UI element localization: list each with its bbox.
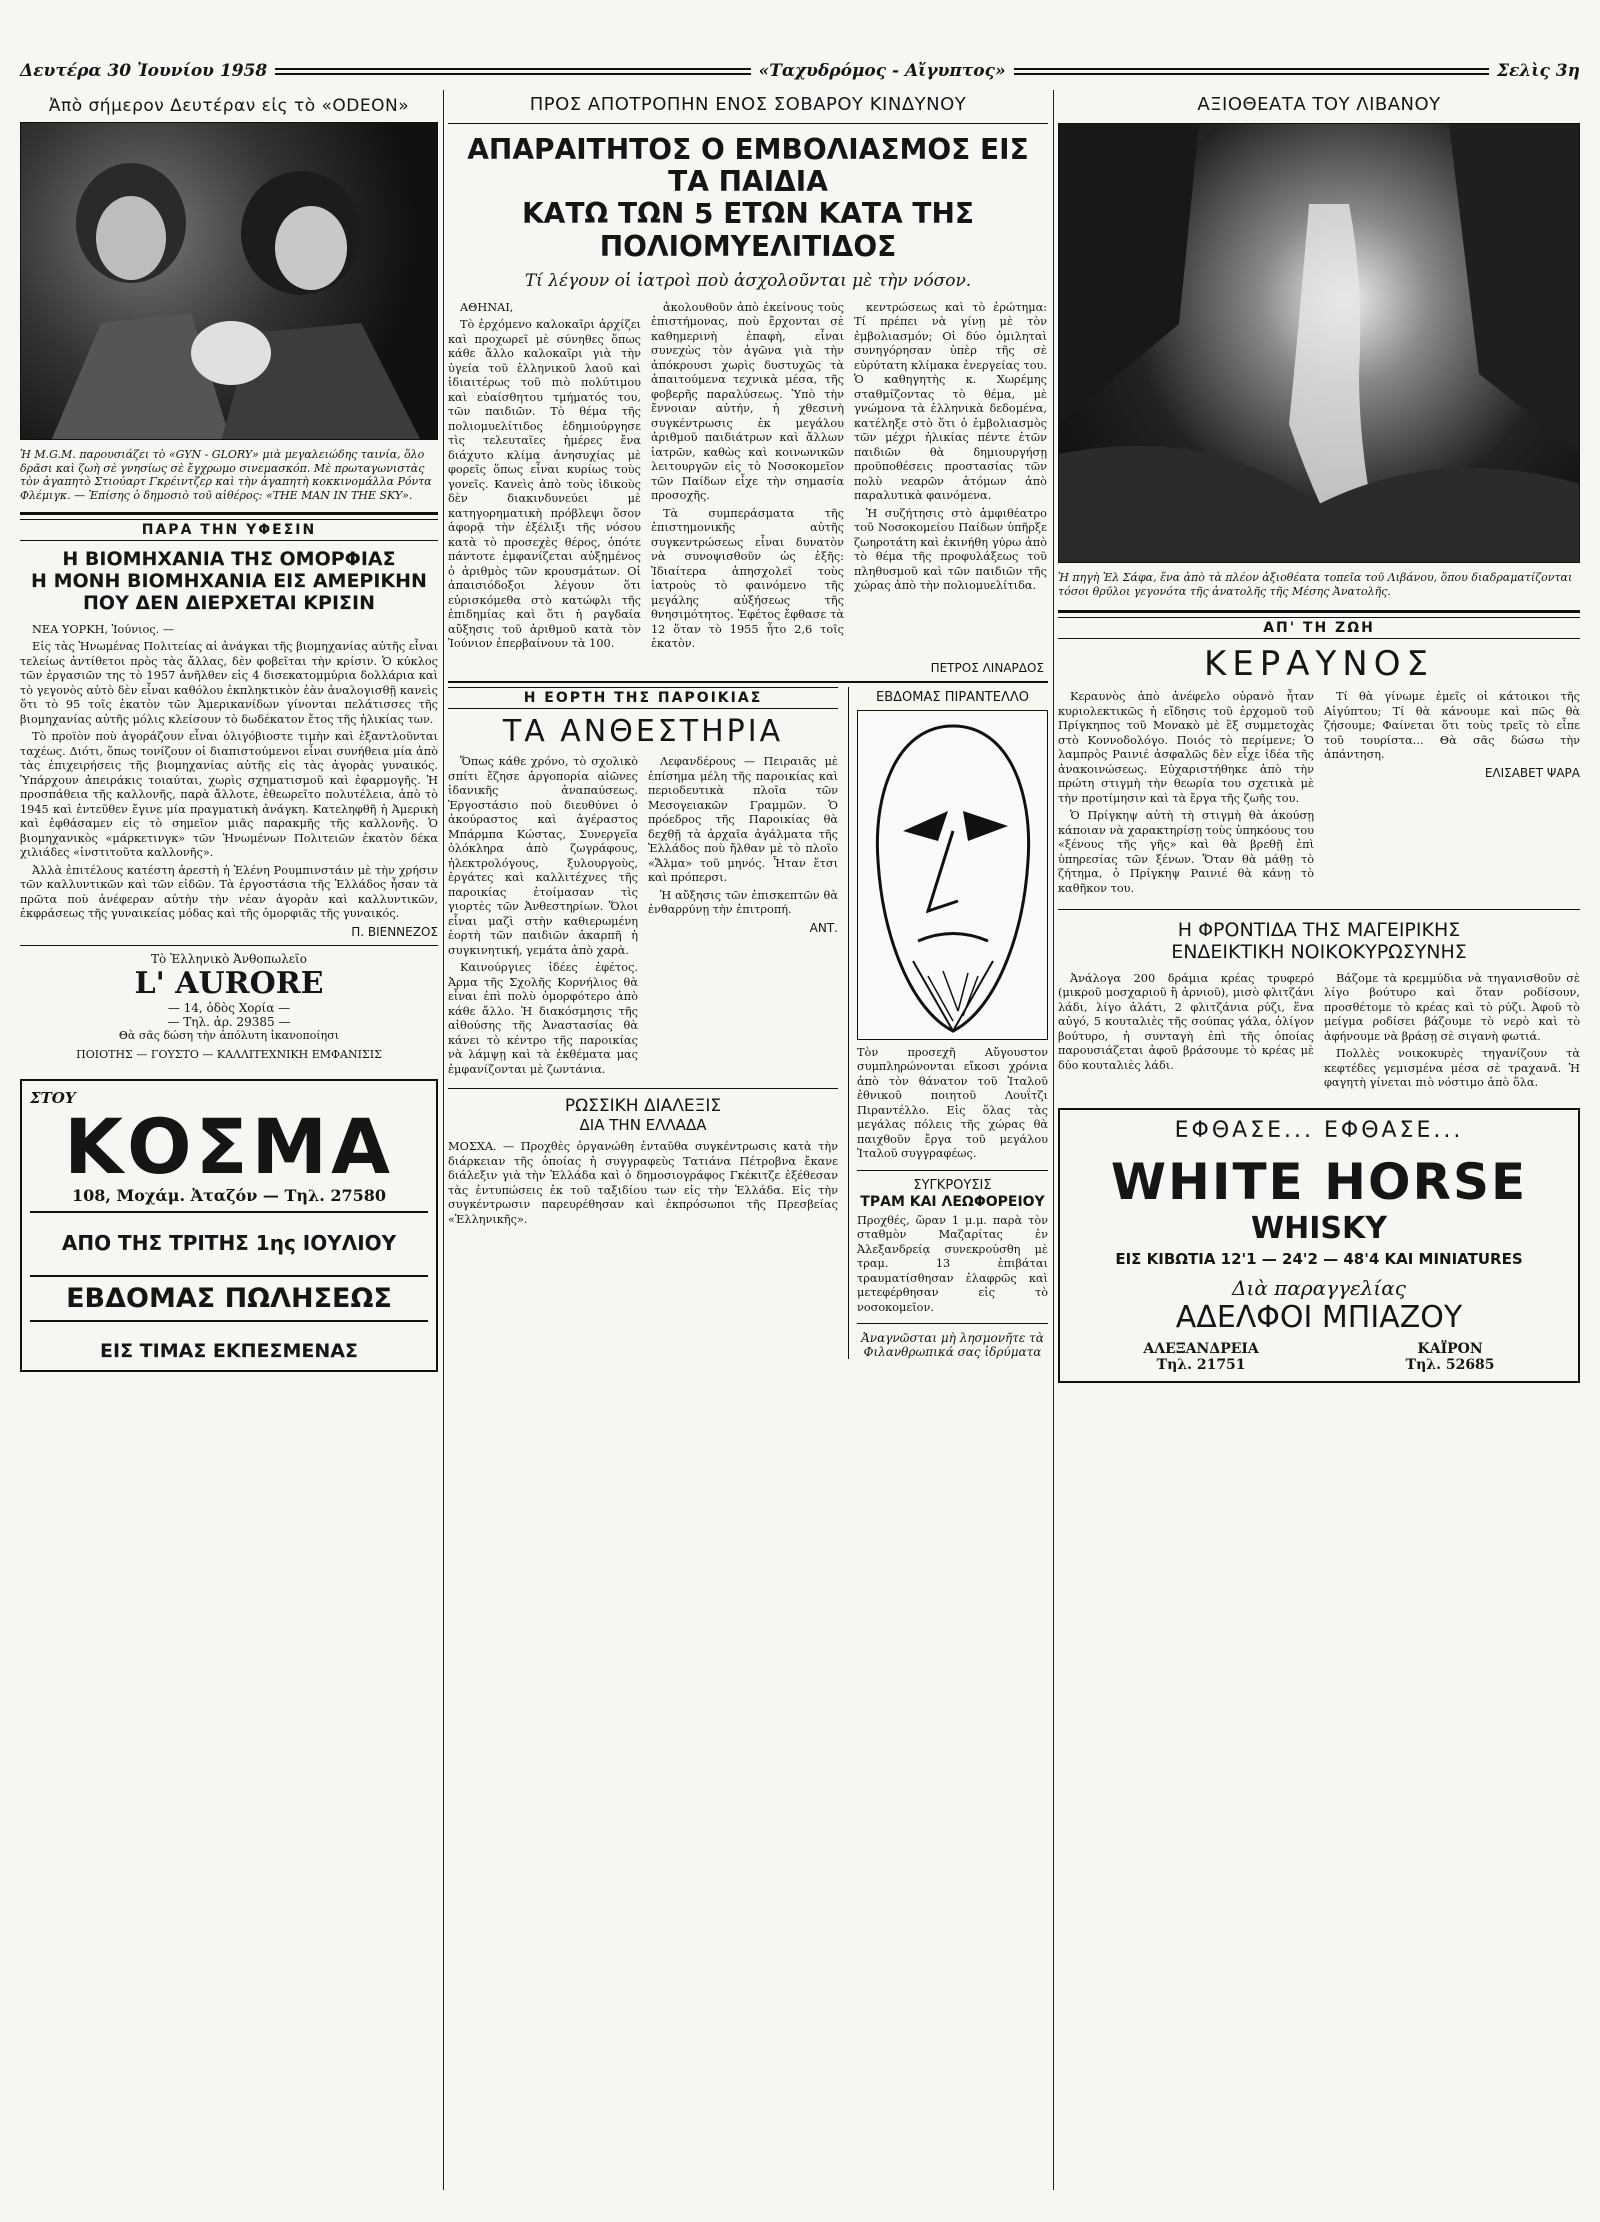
aurore-footer: ΠΟΙΟΤΗΣ — ΓΟΥΣΤΟ — ΚΑΛΛΙΤΕΧΝΙΚΗ ΕΜΦΑΝΙΣΙΣ [76,1047,382,1061]
masthead-rule-right [1014,68,1489,75]
beauty-article [20,623,438,922]
left-column [20,90,438,2190]
beauty-paragraph-2: Τὸ προϊὸν ποὺ ἀγοράζουν εἶναι ὀλιγόβιοστε τιμὴν καὶ ἐξαντλοῦνται ταχέως. Διότι, ὅπως τονίζουν οἱ διαπιστούμενοι εἶναι συνήθεια μία ἀπὸ τὰς ἐπιχειρήσεις τῆς βιομηχανίας αὐτῆς εἰς τὰς ἀγορὰς γυναικός. Ὑπάρχουν ἀπειράκις τοιαύται, χωρὶς σχηματισμοῦ καὶ ἐφαρμογῆς. Ἡ προσπάθεια τῆς καλλονῆς, παρὰ ἄλλοτε, ἐθεωρεῖτο πολυτέλεια, ἀπὸ τὸ 1945 καὶ ἐντεῦθεν ἔγινε μία πραγματικὴ ἀνάγκη. Κατεληφθῆ ἡ Ἀμερικὴ καὶ ἐφθάσαμεν εἰς τὸ σημεῖον μιᾶς παρακμῆς τῆς καλλονῆς. Ὁ βιομηχανικὸς «μάρκετινγκ» τῶν Ἡνωμένων Πολιτειῶν ἑκατὸν δέκα χιλιάδες «ἰνστιτοῦτα καλλονῆς». [20,730,438,860]
keravnos-signature: ΕΛΙΣΑΒΕΤ ΨΑΡΑ [1484,765,1580,780]
vaccine-subheading: Τί λέγουν οἱ ἰατροὶ ποὺ ἀσχολοῦνται μὲ τὴν νόσον. [524,270,972,291]
vaccine-headline-2: ΚΑΤΩ ΤΩΝ 5 ΕΤΩΝ ΚΑΤΑ ΤΗΣ ΠΟΛΙΟΜΥΕΛΙΤΙΔΟΣ [521,197,975,263]
pirandello-portrait [857,710,1048,1040]
keravnos-text-2: Ὁ Πρίγκηψ αὐτὴ τὴ στιγμὴ θὰ ἀκούσῃ κάποιαν νὰ χαρακτηρίσῃ τοὺς ὑπηκόους του «ξένους τῆς γῆς» καὶ θὰ βρεθῇ ἐπὶ ὑπηρεσίας τῶν ξένων. Ὅταν θὰ μάθῃ τὸ ζήτημα, ὁ Πρίγκηψ Ραινιέ θὰ κάνῃ τὸ καθῆκον του. [1058,809,1314,895]
kosma-line-1: ΑΠΟ ΤΗΣ ΤΡΙΤΗΣ 1ης ΙΟΥΛΙΟΥ [61,1231,397,1256]
odeon-caption: Ἡ M.G.M. παρουσιάζει τὸ «GYN - GLORY» μιὰ μεγαλειώδης ταινία, ὅλο δρᾶσι καὶ ζωὴ σὲ γνησίως σὲ ἔγχρωμο σινεμασκόπ. Μὲ πρωταγωνιστὰς τὸν ἀγαπητὸ Στιούαρτ Γκρέιντζερ καὶ τὴν ἀγαπητὴ κοκκινομάλλα Ρόντα Φλέμιγκ. — Ἐπίσης ὁ δημοσιὸ τοῦ αἰθέρος: «THE MAN IN THE SKY». [20,448,432,502]
anthestiria-text-3: Λεφανδέρους — Πειραιᾶς μὲ ἐπίσημα μέλη τῆς παροικίας καὶ περιοδευτικὰ πλοῖα τῶν Μεσογειακῶν Γραμμῶν. Ὁ πρόεδρος τῆς Παροικίας θὰ δεχθῇ τὰ ἀρχαῖα ἀγάλματα τῆς Ἑλλάδος ποὺ ἤλθαν μὲ τὸ πλοῖο «Ἄλμα» τοῦ μηνός. Ἦταν ἔτσι καὶ πρόπερσι. [648,755,838,885]
vaccine-signature: ΠΕΤΡΟΣ ΛΙΝΑΡΔΟΣ [930,660,1044,675]
pirandello-block [848,687,1048,1359]
anthestiria-text-1: Ὅπως κάθε χρόνο, τὸ σχολικὸ σπίτι ἔζησε ἀργοπορία αἰῶνες ἰδανικῆς ἀναπαύσεως. Ἐργοστάσιο ποὺ διευθύνει ὁ ἀκούραστος καὶ ἀγέραστος Μπάρμπα Κώστας, Συνεργεῖα ὁλόκληρα ἀπὸ ζωγράφους, ἠλεκτρολόγους, ξυλουργοὺς, ἐργάτες καὶ καλλιτέχνες τῆς παροικίας ἑτοίμασαν τὶς γιορτὲς τῶν Ἀνθεστηρίων. Ὅλοι εἶναι μαζὶ στὴν καθιερωμένη ἑορτὴ τῶν παιδιῶν ἀκαρπῆ ἡ συγκινητική, γεμάτα ἀπὸ χαρὰ. [448,755,638,957]
film-still-figures [21,123,438,440]
rossiki-headline-2: ΔΙΑ ΤΗΝ ΕΛΛΑΔΑ [579,1115,707,1134]
pirandello-headline: ΕΒΔΟΜΑΣ ΠΙΡΑΝΤΕΛΛΟ [876,689,1029,705]
ad-sizes: ΕΙΣ ΚΙΒΩΤΙΑ 12'1 — 24'2 — 48'4 ΚΑΙ MINIATURES [1115,1249,1523,1268]
anthestiria-signature: ΑΝΤ. [809,920,838,935]
keravnos-text-3: Τί θὰ γίνωμε ἐμεῖς οἱ κάτοικοι τῆς Αἰγύπτου; Τί θὰ κάνουμε καὶ πῶς θὰ ζήσουμε; Φαίνεται ὅτι τοὺς τρεῖς τὸ εἶπε τοῦ τουρίστα... Θὰ σᾶς δώσω τὴν ἀπάντηση. [1324,690,1580,762]
cooking-text-3: Πολλὲς νοικοκυρὲς τηγανίζουν τὰ κεφτέδες γεμισμένα μέσα σὲ τραχανᾶ. Ἡ φαγητὴ γίνεται πιὸ νόστιμο ἀπὸ ὅλα. [1324,1047,1580,1090]
masthead-date: Δευτέρα 30 Ἰουνίου 1958 [20,61,268,81]
anthestiria-col-2 [648,755,838,1080]
vaccine-col-2 [651,301,844,655]
pirandello-mask-drawing [858,711,1048,1041]
rossiki-article: ΜΟΣΧΑ. — Προχθὲς ὀργανώθη ἐνταῦθα συγκέντρωσις κατὰ τὴν διάρκειαν τῆς ὁποίας ἡ συγγραφεὺς Τατιάνα Πέτροβνα ἔκανε διάλεξιν γιὰ τὴν Ἑλλάδα καὶ ὁ δημοσιογράφος Γκέκιτζε ἐξέθεσαν τὰς ἐντυπώσεις ἐκ τοῦ ταξιδίου των εἰς τὴν Ἑλλάδα. Εἰς τὴν συγκέντρωσιν παρευρέθησαν καὶ ἐκπρόσωποι τῆς Πρεσβείας «Ἑλληνικῆς». [448,1140,838,1226]
vaccine-col-1 [448,301,641,655]
masthead-page-number: Σελὶς 3η [1497,61,1580,81]
lebanon-caption: Ἡ πηγὴ Ἐλ Σάφα, ἕνα ἀπὸ τὰ πλέον ἀξιοθέατα τοπεῖα τοῦ Λιβάνου, ὅπου διαδραματίζονται τόσοι θρῦλοι γεγονότα τῆς ἀνατολῆς τῆς Μέσης Ἀνατολῆς. [1058,571,1573,598]
anthestiria-text-2: Καινούργιες ἰδέες ἐφέτος. Ἀρμα τῆς Σχολῆς Κορνήλιος θὰ εἶναι ἐπὶ πολὺ ὀμορφότερο ἀπὸ κάθε ἄλλο. Ἡ διακόσμησις τῆς αἰθούσης τῆς Ἀναστασίας θὰ κάνει τὸ κέντρο τῆς παροικίας νὰ λάμψῃ καὶ τὰ ἐκθέματα μας ἐμφανίζονται μὲ ζωντάνια. [448,961,638,1076]
aurore-telephone: — Τηλ. ἀρ. 29385 — [167,1014,291,1029]
aurore-tagline: Θὰ σᾶς δώση τὴν ἀπόλυτη ἱκανοποίησι [118,1028,340,1042]
vaccine-headline-1: ΑΠΑΡΑΙΤΗΤΟΣ Ο ΕΜΒΟΛΙΑΣΜΟΣ ΕΙΣ ΤΑ ΠΑΙΔΙΑ [467,133,1029,199]
anthestiria-col-1 [448,755,638,1080]
film-still-photo [20,122,438,440]
ad-efthase: ΕΦΘΑΣΕ... ΕΦΘΑΣΕ... [1174,1117,1464,1143]
lebanon-waterfall-photo [1058,123,1580,563]
lebanon-headline: ΑΞΙΟΘΕΑΤΑ ΤΟΥ ΛΙΒΑΝΟΥ [1197,94,1441,115]
middle-lower-area [448,687,1048,1359]
vaccine-kicker: ΠΡΟΣ ΑΠΟΤΡΟΠΗΝ ΕΝΟΣ ΣΟΒΑΡΟΥ ΚΙΝΔΥΝΟΥ [529,94,967,115]
waterfall-scene [1059,124,1580,563]
section-strip-paroikia: Η ΕΟΡΤΗ ΤΗΣ ΠΑΡΟΙΚΙΑΣ [448,687,838,709]
keravnos-col-1 [1058,690,1314,899]
vaccine-article-columns [448,301,1048,655]
ad-contacts [1070,1341,1568,1373]
vaccine-text-3: κεντρώσεως καὶ τὸ ἐρώτημα: Τί πρέπει νὰ γίνῃ μὲ τὸν ἐμβολιασμόν; Οἱ δύο ὁμιληταὶ συνηγόρησαν ὑπὲρ τῆς σὲ εὐρύτατη κλίμακα ἐνεργείας του. Ὁ καθηγητὴς κ. Χωρέμης σταθμίζοντας τὸ θέμα, μὲ γνώμονα τὰ ἑλληνικὰ δεδομένα, κατέληξε στὸ ὅτι ὁ ἐμβολιασμὸς τῶν μέχρι ἡλικίας πέντε ἐτῶν παιδιῶν θὰ δημιουργήσῃ προϋποθέσεις προστασίας τῶν πολὺ νεαρῶν ἀτόμων ἀπὸ παραλυτικὰ φαινόμενα. [854,300,1047,503]
beauty-headline-3: ΠΟΥ ΔΕΝ ΔΙΕΡΧΕΤΑΙ ΚΡΙΣΙΝ [83,591,375,614]
vaccine-text-5: Ἡ συζήτησις στὸ ἀμφιθέατρο τοῦ Νοσοκομείου Παίδων ὑπῆρξε ζωηροτάτη καὶ ἐκινήθη γύρω ἀπὸ τὸ θέμα τῆς προφυλάξεως τοῦ πληθυσμοῦ καὶ τῶν παιδιῶν τῆς χώρας ἀπὸ τὴν πολιομυελίτιδα. [854,506,1047,593]
cooking-headline-2: ΕΝΔΕΙΚΤΙΚΗ ΝΟΙΚΟΚΥΡΩΣΥΝΗΣ [1171,940,1467,963]
ad-firm: ΑΔΕΛΦΟΙ ΜΠΙΑΖΟΥ [1175,1299,1463,1335]
masthead-rule-left [275,68,750,75]
ad-brand: WHITE HORSE [1110,1152,1528,1211]
keravnos-headline: ΚΕΡΑΥΝΟΣ [1204,644,1434,684]
section-strip-zoi: ΑΠ' ΤΗ ΖΩΗ [1058,617,1580,639]
ad-brand-whisky: WHISKY [1251,1210,1387,1246]
middle-column [448,90,1048,2190]
cooking-col-2 [1324,972,1580,1094]
beauty-paragraph-3: Ἀλλὰ ἐπιτέλους κατέστη ἀρεστὴ ἡ Ἑλένη Ρουμπινστάιν μὲ τὴν χρήσιν τῶν καλλυντικῶν καὶ τῶν εἰδῶν. Τὰ ἐργοστάσια τῆς Ἑλλάδος ἦσαν τὰ πρῶτα ποὺ ἀνέφεραν αὐτὴν τὴν νέαν ἀγορὰν καὶ καλλυντικῶν, ἐκφράσεως τῆς γυναικείας μόδας καὶ τῆς ὀμορφιᾶς τῆς γυναικός. [20,863,438,921]
cooking-headline-1: Η ΦΡΟΝΤΙΔΑ ΤΗΣ ΜΑΓΕΙΡΙΚΗΣ [1177,919,1461,942]
kosma-line-3: ΕΙΣ ΤΙΜΑΣ ΕΚΠΕΣΜΕΝΑΣ [100,1340,358,1363]
vaccine-text-4: Τὰ συμπεράσματα τῆς ἐπιστημονικῆς αὐτῆς συγκεντρώσεως εἶναι δυνατὸν νὰ συνοψισθοῦν ὡς ἑξῆς: Ἰδιαίτερα ἀπησχολεῖ τοὺς ἰατροὺς τὸ φαινόμενο τῆς μεγάλης αὐξήσεως τῆς θνησιμότητος. Ἐφέτος ἔφθασε τὰ 12 ὅταν τὸ 1955 ἦτο 2,6 τοῖς ἑκατὸν. [651,506,844,651]
charity-note: Ἀναγνῶσται μὴ λησμονῆτε τὰ Φιλανθρωπικά σας ἱδρύματα [861,1331,1044,1359]
white-horse-ad [1058,1108,1580,1383]
beauty-paragraph-1: Εἰς τὰς Ἡνωμένας Πολιτείας αἱ ἀνάγκαι τῆς βιομηχανίας αὐτῆς εἶναι τελείως ἀντίθετοι πρὸς τὰς ἄλλας, δὲν φοβεῖται τὴν κρίσιν. Ὁ κύκλος τῶν ἐργασιῶν της τὸ 1957 ἀνῆλθεν εἰς 4 δισεκατομμύρια δολλάρια καὶ τὸ γεγονὸς αὐτὸ δὲν εἶναι καθόλου ἐκπληκτικὸν ἐὰν ἀναλογισθῇ κανεὶς ὅτι τὸ 95 τοῖς ἑκατὸν τῶν Ἀμερικανίδων γίνονται πελάτισσες τῆς βιομηχανίας αὐτῆς μόλις κλείσουν τὸ δωδέκατον ἔτος τῆς ἡλικίας των. [20,640,438,726]
kosma-ad [20,1079,438,1373]
anthestiria-headline: ΤΑ ΑΝΘΕΣΤΗΡΙΑ [502,713,784,749]
vaccine-text-1: Τὸ ἐρχόμενο καλοκαῖρι ἀρχίζει καὶ προχωρεῖ μὲ σύνηθες ὅπως κάθε ἄλλο καλοκαῖρι γιὰ τὴν ὑγεία τοῦ ἑλληνικοῦ λαοῦ καὶ ἰδιαιτέρως τοῦ πιὸ πολύτιμου καὶ εὐαίσθητου τμήματός του, τῶν παιδιῶν. Τὸ θέμα τῆς πολιομυελίτιδος ἐδημιούργησε τὶς τελευταῖες ἡμέρες ἔνα διάχυτο κλίμα ἀνησυχίας μὲ φορεῖς ὅπως εἶναι κυρίως τοὺς γονεῖς. Κανεὶς ἀπὸ τοὺς ἰδικοὺς δὲν διακινδυνεύει μὲ κατηγορηματικὴ πρόβλεψι ὅσον ἀφορᾷ τὴν ἐξέλιξι τῆς νόσου κατὰ τὸ προσεχὲς θέρος, ὁπότε πάντοτε ἐμφανίζεται αὐξημένος ὁ ἀριθμὸς τῶν κρουσμάτων. Οἱ ἁπαισιόδοξοι λέγουν ὅτι εὐρισκόμεθα στὸ κατώφλι τῆς ἐπιδημίας καὶ ὅτι ἡ ραγδαία αὔξησις τοῦ ἀριθμοῦ κατὰ τὸν Ἰούνιον ἐπερβαίνουν τὰ 100. [448,318,641,651]
beauty-signature: Π. ΒΙΕΝΝΕΖΟΣ [351,924,438,939]
pirandello-article: Τὸν προσεχῆ Αὔγουστον συμπληρώνονται εἴκοσι χρόνια ἀπὸ τὸν θάνατον τοῦ Ἰταλοῦ ἐθνικοῦ ποιητοῦ Λουΐτζι Πιραντέλλο. Εἰς ὅλας τὰς μεγάλας πόλεις τῆς χώρας θὰ παιχθοῦν ἔργα τοῦ μεγάλου Ἰταλοῦ συγγραφέως. [857,1045,1048,1161]
column-divider-1 [443,90,444,2190]
kosma-address: 108, Μοχάμ. Ἀταζόν — Τηλ. 27580 [30,1186,428,1213]
ad-tel-alexandria: Τηλ. 21751 [1156,1356,1246,1373]
masthead [20,62,1580,80]
beauty-headline-1: Η ΒΙΟΜΗΧΑΝΙΑ ΤΗΣ ΟΜΟΡΦΙΑΣ [62,548,396,570]
kosma-pre: ΣΤΟΥ [30,1088,76,1107]
vaccine-text-2: ἀκολουθοῦν ἀπὸ ἐκείνους τοὺς ἐπιστήμονας, ποὺ ἔρχονται σὲ καθημερινὴ ἐπαφὴ, εἶναι συνεχὼς τὸν ἀγῶνα γιὰ τὴν ἀπόκρουσι χωρὶς δυστυχῶς τὰ ἀπαιτούμενα τεχνικὰ μέσα, τῆς φοβερῆς παραλύσεως. Ὑπὸ τὴν ἔννοιαν αὐτήν, ἡ χθεσινὴ συγκέντρωσις ἐκ μεγάλου ἀριθμοῦ παιδιάτρων καὶ ἄλλων ἰατρῶν, καθὼς καὶ κοινωνικῶν λειτουργῶν εἰς τὸ Νοσοκομεῖον τῶν Παίδων εἶχε τὴν σημασία προσοχῆς. [651,300,844,503]
tram-article: Προχθές, ὥραν 1 μ.μ. παρὰ τὸν σταθμὸν Μαζαρίτας ἐν Ἀλεξανδρείᾳ συνεκρούσθη μὲ τραμ. 13 ἐπιβάται τραυματίσθησαν ἐλαφρῶς καὶ μετεφέρθησαν εἰς τὸ νοσοκομεῖον. [857,1213,1048,1314]
ad-city-alexandria: ΑΛΕΞΑΝΔΡΕΙΑ [1143,1340,1259,1357]
anthestiria-block [448,687,838,1359]
aurore-name: L' AURORE [134,965,324,1001]
anthestiria-tail: Ἡ αὔξησις τῶν ἐπισκεπτῶν θὰ ἐνθαρρύνῃ τὴν ἐπιτροπή. [648,888,838,917]
aurore-kicker: Τὸ Ἑλληνικὸ Ἀνθοπωλεῖο [151,951,307,966]
ad-tel-cairo: Τηλ. 52685 [1405,1356,1495,1373]
ad-order: Διὰ παραγγελίας [1232,1275,1406,1300]
right-column [1058,90,1580,2190]
odeon-headline: Ἀπὸ σήμερον Δευτέραν εἰς τὸ «ODEON» [48,96,410,116]
aurore-ad [20,952,438,1061]
rossiki-headline-1: ΡΩΣΣΙΚΗ ΔΙΑΛΕΞΙΣ [564,1096,722,1117]
kosma-line-2: ΕΒΔΟΜΑΣ ΠΩΛΗΣΕΩΣ [30,1275,428,1322]
beauty-headline-2: Η ΜΟΝΗ ΒΙΟΜΗΧΑΝΙΑ ΕΙΣ ΑΜΕΡΙΚΗΝ [31,569,427,592]
keravnos-text-1: Κεραυνὸς ἀπὸ ἀνέφελο οὐρανὸ ἦταν κυριολεκτικῶς ἡ εἴδησις τοῦ ἐρχομοῦ τοῦ Πρίγκηπος τοῦ Μονακὸ μὲ ἓξ συμμετοχὰς στὸ Κοννοδολόγο. Ποιός τὸ περίμενε; Ὁ λαμπρὸς Ραινιέ ἀσφαλῶς δὲν εἶχε ἰδέα τῆς ἀνακοινώσεως. Εὐχαριστήθηκε ἀπὸ τὴν πρώτη στιγμὴ τὴν θεωρία του σχετικὰ μὲ τὴν προτίμησιν καὶ τὰ ἔργα τῆς ζωῆς του. [1058,690,1314,805]
vaccine-col-3 [854,301,1047,655]
column-divider-2 [1053,90,1054,2190]
cooking-text-2: Βάζομε τὰ κρεμμύδια νὰ τηγανισθοῦν σὲ λίγο βούτυρο καὶ ὅταν ροδίσουν, προσθέτομε τὸ κρέας καὶ τὸ ρύζι. Ἀφοῦ τὸ μείγμα ροδίσει βάζουμε τὸ νερὸ καὶ τὸ ἀφήνουμε νὰ βράσῃ σὲ σιγανὴ φωτιά. [1324,971,1580,1043]
cooking-columns [1058,972,1580,1094]
keravnos-columns [1058,690,1580,899]
cooking-col-1 [1058,972,1314,1094]
tram-headline-1: ΣΥΓΚΡΟΥΣΙΣ [913,1177,992,1193]
vaccine-dateline: ΑΘΗΝΑΙ, [460,300,514,314]
beauty-dateline: ΝΕΑ ΥΟΡΚΗ, Ἰούνιος. — [32,622,175,636]
masthead-paper-name: «Ταχυδρόμος - Αἴγυπτος» [758,61,1006,81]
keravnos-col-2 [1324,690,1580,899]
cooking-text-1: Ἀνάλογα 200 δράμια κρέας τρυφερό (μικροῦ μοσχαριοῦ ἢ ἀρνιοῦ), μισὸ φλιτζάνι λάδι, λίγο ἀλάτι, 2 φλιτζάνια ρύζι, ἕνα αὐγό, 5 κουταλιὲς τῆς σούπας γάλα, ὀλίγον βούτυρο, ἡ συνταγὴ ἐπὶ τῆς ὁποίας παρουσιάζεται ἀφοῦ βράσουμε τὸ κρέας μὲ δύο κουταλιὲς λάδι. [1058,971,1314,1072]
aurore-address: — 14, ὁδὸς Χορία — [167,1000,291,1015]
tram-headline-2: ΤΡΑΜ ΚΑΙ ΛΕΩΦΟΡΕΙΟΥ [860,1193,1045,1210]
kosma-name: ΚΟΣΜΑ [64,1101,394,1191]
section-strip-yfesin: ΠΑΡΑ ΤΗΝ ΥΦΕΣΙΝ [20,519,438,541]
ad-city-cairo: ΚΑΪΡΟΝ [1417,1340,1483,1357]
